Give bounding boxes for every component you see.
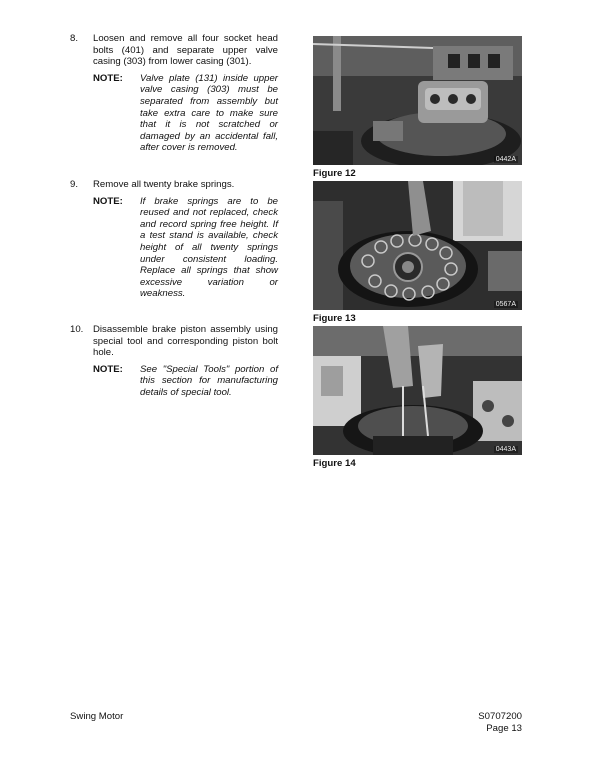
footer-page-info: [478, 711, 522, 735]
step-number: 8.: [70, 33, 79, 44]
note-label: NOTE:: [93, 195, 123, 207]
note-text: See "Special Tools" portion of this section for manufacturing details of special tool.: [140, 363, 278, 398]
figure-photo: [313, 326, 522, 455]
step-text: Remove all twenty brake springs.: [93, 179, 235, 190]
note: [70, 196, 278, 300]
step-10: [70, 324, 278, 399]
section-name: Swing Motor: [70, 711, 124, 722]
document-number: S0707200: [478, 711, 522, 722]
note-text: If brake springs are to be reused and not replaced, check and record spring free height. If a test stand is available, check height of all twenty springs under consistent loading. Replace all springs that show excessive variation or weakness.: [140, 195, 278, 300]
figure-12: [313, 36, 522, 179]
note-label: NOTE:: [93, 363, 123, 375]
step-number: 9.: [70, 179, 79, 190]
figure-caption: Figure 14: [313, 458, 356, 469]
figure-caption: Figure 12: [313, 168, 356, 179]
page-number: Page 13: [486, 723, 522, 734]
brake-springs-photo: [313, 181, 522, 310]
note: [70, 364, 278, 399]
footer-section-title: [70, 711, 123, 723]
step-text: Disassemble brake piston assembly using special tool and corresponding piston bolt hole.: [93, 324, 278, 359]
photo-reference-code: 0443A: [495, 446, 516, 453]
figure-14: [313, 326, 522, 469]
figure-13: [313, 181, 522, 324]
step-text: Loosen and remove all four socket head bolts (401) and separate upper valve casing (303) from lower casing (301).: [93, 33, 278, 68]
note-label: NOTE:: [93, 72, 123, 84]
photo-reference-code: 0567A: [495, 301, 516, 308]
note-text: Valve plate (131) inside upper valve casing (303) must be separated from assembly but take extra care to make sure that it is not scratched or damaged by an accidental fall, after cover is removed.: [140, 72, 278, 154]
note: [70, 73, 278, 154]
motor-casing-photo: [313, 36, 522, 165]
photo-reference-code: 0442A: [495, 156, 516, 163]
figure-photo: [313, 36, 522, 165]
step-number: 10.: [70, 324, 84, 335]
step-8: [70, 33, 278, 154]
figure-caption: Figure 13: [313, 313, 356, 324]
figure-photo: [313, 181, 522, 310]
step-9: [70, 179, 278, 300]
brake-piston-photo: [313, 326, 522, 455]
